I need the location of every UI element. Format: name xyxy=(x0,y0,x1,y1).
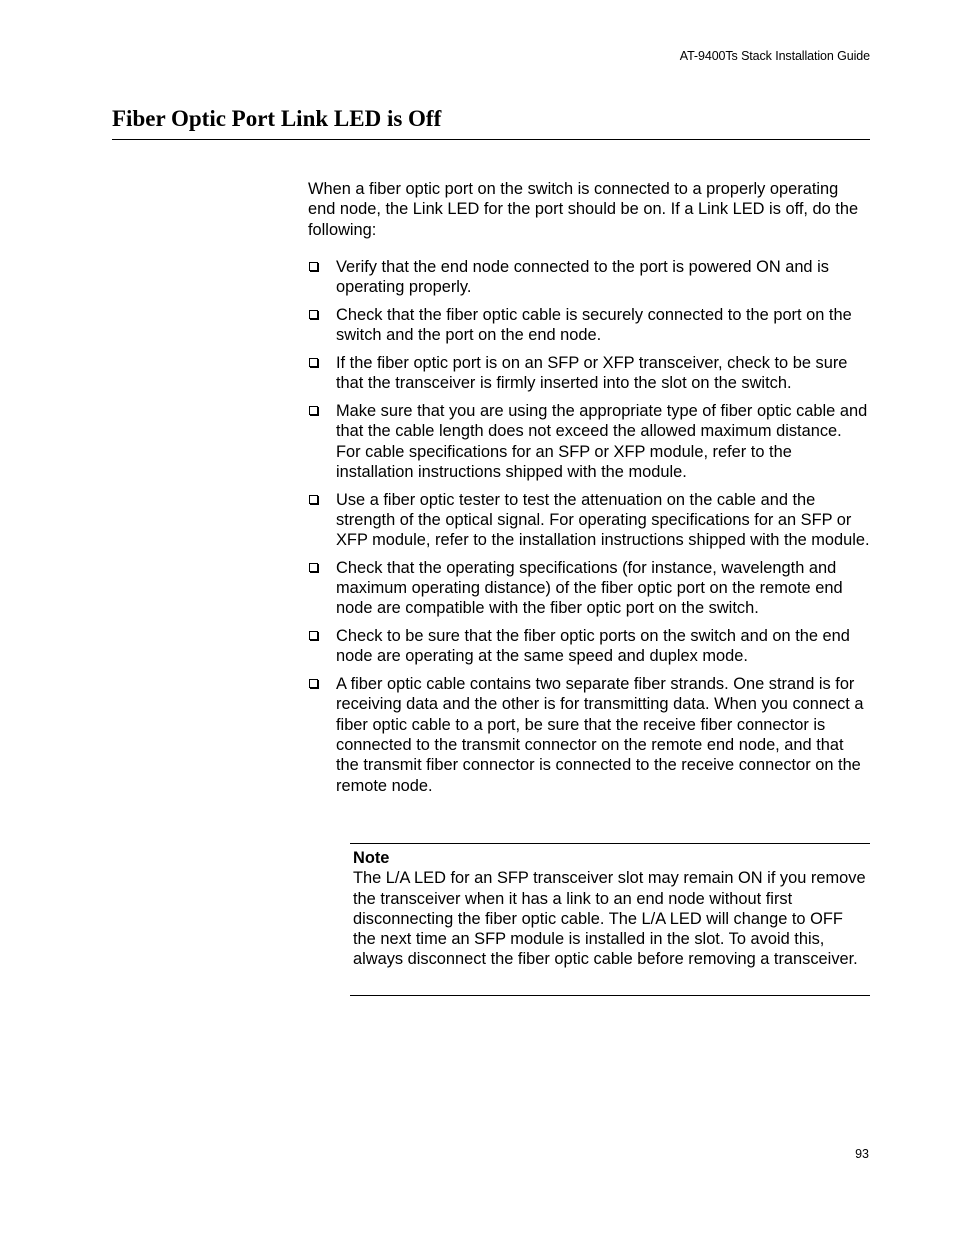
list-item xyxy=(308,257,870,298)
section-title: Fiber Optic Port Link LED is Off xyxy=(112,106,442,131)
hollow-square-bullet-icon xyxy=(309,358,318,367)
list-item xyxy=(308,305,870,346)
list-item-text: Verify that the end node connected to the port is powered ON and is operating properly. xyxy=(336,258,829,297)
hollow-square-bullet-icon xyxy=(309,262,318,271)
list-item xyxy=(308,401,870,482)
hollow-square-bullet-icon xyxy=(309,563,318,572)
list-item xyxy=(308,353,870,394)
note-label: Note xyxy=(353,849,390,867)
list-item-text: A fiber optic cable contains two separate fiber strands. One strand is for receiving data and the other is for transmitting data. When you connect a fiber optic cable to a port, be sure that the receive fiber connector is connected to the transmit connector on the remote end node, and that the transmit fiber connector is connected to the receive connector on the remote node. xyxy=(336,675,864,795)
hollow-square-bullet-icon xyxy=(309,406,318,415)
running-header: AT-9400Ts Stack Installation Guide xyxy=(679,49,870,63)
page-number: 93 xyxy=(855,1147,869,1161)
hollow-square-bullet-icon xyxy=(309,310,318,319)
title-rule xyxy=(112,139,870,140)
note-box xyxy=(350,843,870,996)
hollow-square-bullet-icon xyxy=(309,631,318,640)
troubleshooting-list xyxy=(308,257,870,803)
list-item-text: Check that the fiber optic cable is securely connected to the port on the switch and the port on the end node. xyxy=(336,305,852,345)
hollow-square-bullet-icon xyxy=(309,495,318,504)
hollow-square-bullet-icon xyxy=(309,679,318,688)
list-item-text: Check that the operating specifications (for instance, wavelength and maximum operating distance) of the fiber optic port on the remote end node are compatible with the fiber optic port on the switch. xyxy=(336,558,843,618)
list-item xyxy=(308,626,870,667)
list-item-text: Make sure that you are using the appropriate type of fiber optic cable and that the cable length does not exceed the allowed maximum distance. For cable specifications for an SFP or XFP module, refer to the installation instructions shipped with the module. xyxy=(336,401,868,481)
list-item xyxy=(308,490,870,551)
list-item xyxy=(308,558,870,619)
intro-paragraph: When a fiber optic port on the switch is connected to a properly operating end node, the Link LED for the port should be on. If a Link LED is off, do the following: xyxy=(308,180,859,239)
list-item-text: Check to be sure that the fiber optic ports on the switch and on the end node are operating at the same speed and duplex mode. xyxy=(336,627,850,666)
list-item-text: If the fiber optic port is on an SFP or XFP transceiver, check to be sure that the transceiver is firmly inserted into the slot on the switch. xyxy=(336,353,848,393)
list-item-text: Use a fiber optic tester to test the attenuation on the cable and the strength of the optical signal. For operating specifications for an SFP or XFP module, refer to the installation instructions shipped with the module. xyxy=(336,490,870,550)
note-text: The L/A LED for an SFP transceiver slot may remain ON if you remove the transceiver when it has a link to an end node without first disconnecting the fiber optic cable. The L/A LED will change to OFF the next time an SFP module is installed in the slot. To avoid this, always disconnect the fiber optic cable before removing a transceiver. xyxy=(353,869,866,969)
list-item xyxy=(308,674,870,796)
